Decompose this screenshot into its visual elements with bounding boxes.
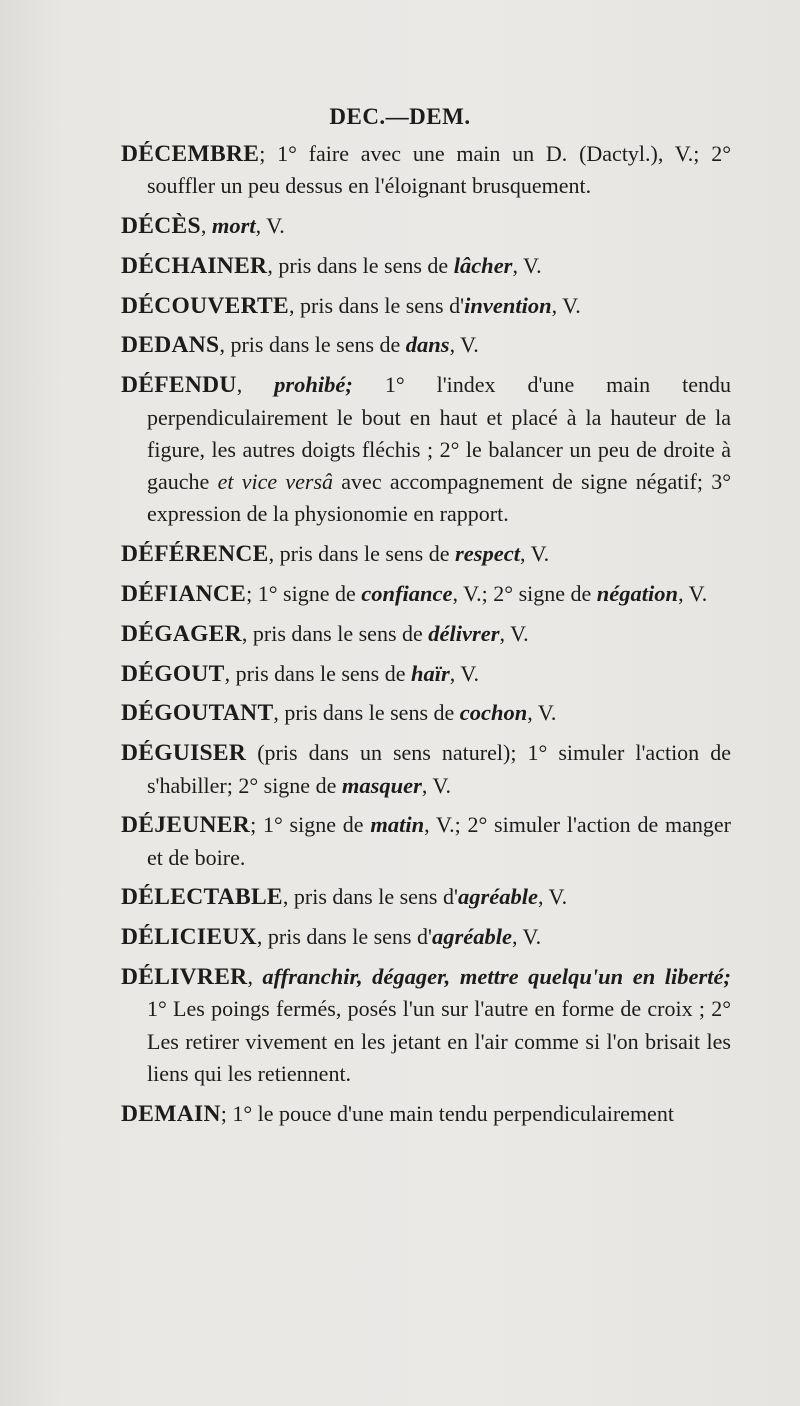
dictionary-entry [121, 618, 731, 650]
cross-reference: agréable [431, 924, 512, 950]
entry-headword: DÉFENDU [121, 372, 237, 399]
entry-text: , [236, 372, 275, 398]
running-header: DEC.—DEM. [329, 104, 471, 129]
dictionary-entry [121, 881, 731, 913]
entry-headword: DÉFÉRENCE [121, 541, 269, 568]
entry-text: ; 1° signe de [250, 812, 371, 838]
entry-text: , V. [537, 884, 568, 910]
dictionary-entry [121, 290, 731, 322]
entry-headword: DÉGOUT [121, 660, 225, 687]
dictionary-entry [121, 538, 731, 570]
entry-text: ; 1° signe de [246, 581, 362, 607]
entry-text: 1° l'index d'une main tendu perpendiculairement le bout en haut et placé à la hauteur de la figure, les autres doigts fléchis ; 2° le balancer un peu de droite à gauche [147, 372, 731, 495]
dictionary-entry [121, 921, 731, 953]
dictionary-entry [121, 809, 731, 874]
dictionary-entry [121, 250, 731, 282]
entry-text: , pris dans le sens de [241, 620, 429, 646]
entry-headword: DÉGUISER [121, 740, 247, 767]
cross-reference: affranchir, dégager, mettre quelqu'un en liberté; [262, 964, 732, 990]
entry-text: , V. [511, 924, 542, 950]
cross-reference: matin [370, 812, 425, 838]
cross-reference: lâcher [453, 252, 513, 278]
entry-headword: DÉCÈS [121, 213, 201, 240]
entry-text: , pris dans le sens de [267, 252, 454, 278]
entry-text: , pris dans le sens de [268, 541, 455, 567]
entry-text: , V. [678, 581, 708, 607]
entry-text: , V. [551, 292, 581, 318]
entry-text: , V. [449, 332, 479, 358]
entry-headword: DÉFIANCE [121, 581, 247, 608]
entry-headword: DEMAIN [121, 1100, 221, 1127]
entry-headword: DEDANS [121, 332, 220, 359]
cross-reference: cochon [459, 700, 528, 726]
entry-text: ; 1° faire avec une main un D. (Dactyl.), V.; 2° souffler un peu dessus en l'éloignant brusquement. [147, 141, 731, 199]
entry-text: , V.; 2° simuler l'action de manger et de boire. [147, 812, 731, 870]
entry-text: , pris dans le sens d' [256, 924, 432, 950]
entry-text: , [247, 964, 263, 990]
entry-text: , [200, 213, 212, 239]
cross-reference: agréable [457, 884, 538, 910]
cross-reference: mort [211, 213, 256, 239]
cross-reference: haïr [411, 660, 450, 686]
dictionary-entry [121, 961, 731, 1090]
cross-reference: confiance [361, 581, 453, 607]
cross-reference: prohibé; [274, 372, 353, 398]
cross-reference: délivrer [428, 620, 500, 646]
dictionary-entry [121, 658, 731, 690]
entry-headword: DÉCOUVERTE [121, 292, 290, 319]
cross-reference: invention [464, 292, 552, 318]
entry-headword: DÉJEUNER [121, 812, 251, 839]
entry-text: ; 1° le pouce d'une main tendu perpendiculairement [220, 1100, 674, 1126]
cross-reference: masquer [341, 772, 422, 798]
entry-text: , V. [421, 772, 452, 798]
entry-text: , pris dans le sens d' [289, 292, 465, 318]
dictionary-entry [121, 578, 731, 610]
entry-text: , pris dans le sens de [273, 700, 460, 726]
cross-reference: négation [596, 581, 679, 607]
entry-headword: DÉLECTABLE [121, 884, 283, 911]
dictionary-entry [121, 329, 731, 361]
entry-text: , V. [255, 213, 285, 239]
cross-reference: respect [455, 541, 520, 567]
entry-text: 1° Les poings fermés, posés l'un sur l'autre en forme de croix ; 2° Les retirer vivement en les jetant en l'air comme si l'on brisait les liens qui les retiennent. [147, 996, 731, 1086]
entry-text: , V.; 2° signe de [452, 581, 597, 607]
entry-headword: DÉCEMBRE [121, 141, 260, 167]
entry-headword: DÉCHAINER [121, 252, 268, 279]
dictionary-entry [121, 210, 731, 242]
dictionary-entry [121, 697, 731, 729]
entry-text: , V. [499, 620, 529, 646]
entry-headword: DÉGAGER [121, 620, 242, 647]
entry-text: , V. [449, 660, 479, 686]
cross-reference: dans [405, 332, 450, 358]
dictionary-entry [121, 369, 731, 530]
entry-text: , pris dans le sens de [219, 332, 406, 358]
entry-headword: DÉLICIEUX [121, 924, 257, 951]
dictionary-entries [121, 138, 731, 1138]
italic-text: et vice versâ [217, 469, 334, 495]
entry-text: , pris dans le sens d' [282, 884, 458, 910]
entry-headword: DÉLIVRER [121, 964, 248, 991]
entry-text: , pris dans le sens de [224, 660, 412, 686]
dictionary-entry [121, 737, 731, 802]
dictionary-entry [121, 1098, 731, 1130]
entry-headword: DÉGOUTANT [121, 700, 274, 727]
entry-text: , V. [527, 700, 557, 726]
entry-text: , V. [512, 252, 542, 278]
entry-text: , V. [519, 541, 550, 567]
entry-text: (pris dans un sens naturel); 1° simuler l'action de s'habiller; 2° signe de [147, 740, 731, 798]
dictionary-entry [121, 138, 731, 203]
entry-text: avec accompagnement de signe négatif; 3° expression de la physionomie en rapport. [147, 469, 732, 527]
